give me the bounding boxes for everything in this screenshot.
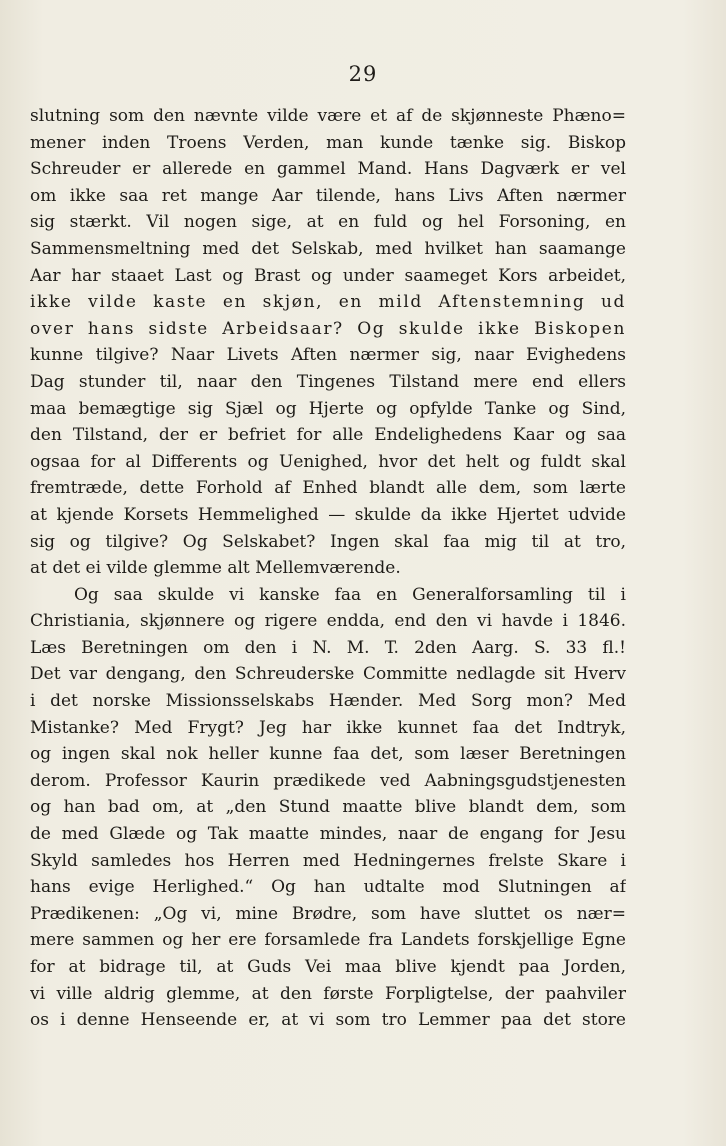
text-line: sig og tilgive? Og Selskabet? Ingen skal faa mig til at tro, — [30, 531, 626, 552]
text-line: os i denne Henseende er, at vi som tro Lemmer paa det store — [30, 1010, 626, 1031]
text-line: og han bad om, at „den Stund maatte blive blandt dem, som — [30, 797, 626, 818]
text-line: Prædikenen: „Og vi, mine Brødre, som have sluttet os nær= — [30, 903, 626, 924]
text-line: den Tilstand, der er befriet for alle Endelighedens Kaar og saa — [30, 425, 626, 446]
text-line: ikke vilde kaste en skjøn, en mild Aftenstemning ud — [30, 292, 626, 313]
text-line: hans evige Herlighed.“ Og han udtalte mod Slutningen af — [30, 877, 626, 898]
text-line: for at bidrage til, at Guds Vei maa blive kjendt paa Jorden, — [30, 957, 626, 977]
text-line: slutning som den nævnte vilde være et af de skjønneste Phæno= — [30, 106, 626, 126]
text-line: om ikke saa ret mange Aar tilende, hans Livs Aften nærmer — [30, 185, 626, 206]
text-line: Schreuder er allerede en gammel Mand. Hans Dagværk er vel — [30, 159, 626, 180]
page-number: 29 — [348, 62, 378, 86]
text-line: over hans sidste Arbeidsaar? Og skulde ikke Biskopen — [30, 318, 626, 339]
text-line: Mistanke? Med Frygt? Jeg har ikke kunnet faa det Indtryk, — [30, 717, 626, 738]
text-line: Skyld samledes hos Herren med Hedningernes frelste Skare i — [30, 850, 626, 871]
text-line: kunne tilgive? Naar Livets Aften nærmer sig, naar Evighedens — [30, 345, 626, 366]
text-line: og ingen skal nok heller kunne faa det, som læser Beretningen — [30, 744, 626, 765]
text-line: fremtræde, dette Forhold af Enhed blandt alle dem, som lærte — [30, 478, 626, 499]
text-line: i det norske Missionsselskabs Hænder. Med Sorg mon? Med — [30, 691, 626, 712]
text-line: derom. Professor Kaurin prædikede ved Aabningsgudstjenesten — [30, 770, 626, 791]
text-line: Sammensmeltning med det Selskab, med hvilket han saamange — [30, 238, 626, 259]
text-line: mere sammen og her ere forsamlede fra Landets forskjellige Egne — [30, 930, 626, 951]
text-line: ogsaa for al Differents og Uenighed, hvor det helt og fuldt skal — [30, 451, 626, 472]
text-line: Christiania, skjønnere og rigere endda, end den vi havde i 1846. — [30, 611, 626, 632]
text-line: mener inden Troens Verden, man kunde tænke sig. Biskop — [30, 132, 626, 153]
text-line: Det var dengang, den Schreuderske Committe nedlagde sit Hverv — [30, 664, 626, 685]
paragraph-end-line: at det ei vilde glemme alt Mellemværende. — [30, 558, 401, 579]
text-line: vi ville aldrig glemme, at den første Forpligtelse, der paahviler — [30, 983, 626, 1004]
text-line: de med Glæde og Tak maatte mindes, naar de engang for Jesu — [30, 824, 626, 845]
text-line: Aar har staaet Last og Brast og under saameget Kors arbeidet, — [30, 265, 626, 286]
text-line: maa bemægtige sig Sjæl og Hjerte og opfylde Tanke og Sind, — [30, 398, 626, 419]
body-text — [30, 103, 626, 1034]
text-line: Læs Beretningen om den i N. M. T. 2den Aarg. S. 33 fl.! — [30, 637, 626, 658]
text-line: Dag stunder til, naar den Tingenes Tilstand mere end ellers — [30, 371, 626, 392]
text-line: at kjende Korsets Hemmelighed — skulde da ikke Hjertet udvide — [30, 504, 626, 525]
text-line: sig stærkt. Vil nogen sige, at en fuld og hel Forsoning, en — [30, 212, 626, 233]
paragraph-start-line: Og saa skulde vi kanske faa en Generalforsamling til i — [74, 584, 626, 605]
